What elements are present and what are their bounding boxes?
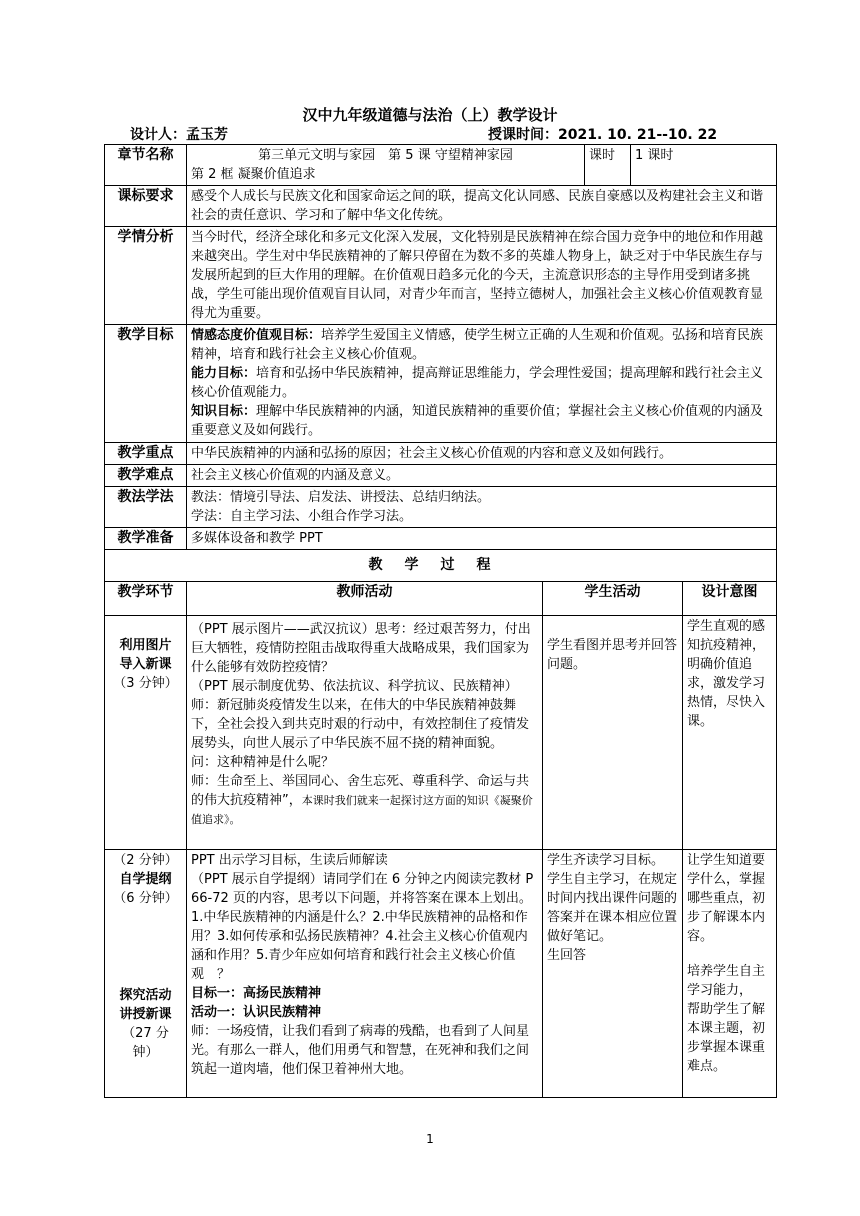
standard-row: [105, 186, 777, 227]
process-row-intro: [105, 616, 777, 850]
prep-row: [105, 528, 777, 550]
chapter-line-2: 第 2 框 凝聚价值追求: [191, 167, 316, 182]
difficult-text: 社会主义核心价值观的内涵及意义。: [187, 465, 777, 487]
row1-stage-line-2: 导入新课: [119, 657, 172, 672]
method-content: [187, 487, 777, 528]
difficult-row: [105, 465, 777, 487]
key-row: [105, 443, 777, 465]
row2-teacher-p1: PPT 出示学习目标，生读后师解读: [191, 853, 388, 868]
method-line-2: 学法：自主学习法、小组合作学习法。: [191, 509, 413, 524]
row2-intent-p3: 帮助学生了解本课主题，初步掌握本课重难点。: [687, 1002, 766, 1074]
col-student-header: 学生活动: [543, 582, 683, 616]
row2-intent-p2: 培养学生自主学习能力，: [687, 964, 766, 998]
row2-student-p2: 学生自主学习，在规定时间内找出课件问题的答案并在课本相应位置做好笔记。: [547, 872, 678, 944]
row1-teacher: [187, 616, 543, 850]
row2-teacher-activity: 活动一：认识民族精神: [191, 1005, 322, 1020]
difficult-label: 教学难点: [105, 465, 187, 487]
analysis-label: 学情分析: [105, 227, 187, 325]
row1-intent: 学生直观的感知抗疫精神，明确价值追求，激发学习热情，尽快入课。: [683, 616, 777, 850]
row2-teacher-p2: （PPT 展示自学提纲）请同学们在 6 分钟之内阅读完教材 P66-72 页的内容，思考以下问题，并将答案在课本上划出。1.中华民族精神的内涵是什么？2.中华民族精神的品格和作用？3.如何传承和弘扬民族精神？4.社会主义核心价值观内涵和作用？5.青少年应如何培育和践行社会主义核心价值观 ？: [191, 872, 534, 982]
goals-row: [105, 325, 777, 443]
row2-intent: [683, 850, 777, 1098]
analysis-text: 当今时代，经济全球化和多元文化深入发展，文化特别是民族精神在综合国力竞争中的地位和作用越来越突出。学生对中华民族精神的了解只停留在为数不多的英雄人物身上，缺乏对于中华民族生存与发展所起到的巨大作用的理解。在价值观日趋多元化的今天，主流意识形态的主导作用受到诸多挑战，学生可能出现价值观盲目认同，对青少年而言，坚持立德树人，加强社会主义核心价值观教育显得尤为重要。: [187, 227, 777, 325]
lesson-plan-table: [104, 144, 777, 1098]
row2-intent-p1: 让学生知道要学什么，掌握哪些重点，初步了解课本内容。: [687, 853, 766, 944]
goal-emotion: [191, 326, 772, 364]
process-row-selfstudy: [105, 850, 777, 1098]
row2-student-p1: 学生齐读学习目标。: [547, 853, 665, 868]
row1-teacher-p5-small: 本课时我们就来一起探讨这方面的知识《凝聚价值追求》。: [191, 794, 533, 826]
key-label: 教学重点: [105, 443, 187, 465]
row2-stage-line-6: （27 分: [122, 1026, 169, 1041]
designer-label: 设计人：孟玉芳: [130, 127, 228, 143]
col-teacher-header: 教师活动: [187, 582, 543, 616]
prep-label: 教学准备: [105, 528, 187, 550]
goal-knowledge-head: 知识目标：: [191, 404, 257, 419]
goals-content: [187, 325, 777, 443]
method-line-1: 教法：情境引导法、启发法、讲授法、总结归纳法。: [191, 490, 491, 505]
col-stage-header: 教学环节: [105, 582, 187, 616]
process-header-row: [105, 582, 777, 616]
row1-student: 学生看图并思考并回答问题。: [543, 616, 683, 850]
row2-teacher-p3: 师：一场疫情，让我们看到了病毒的残酷，也看到了人间星光。有那么一群人，他们用勇气和智慧，在死神和我们之间筑起一道肉墙，他们保卫着神州大地。: [191, 1024, 530, 1077]
chapter-row: [105, 145, 777, 186]
row2-stage-line-1: （2 分钟）: [113, 853, 178, 868]
col-intent-header: 设计意图: [683, 582, 777, 616]
row1-teacher-p1: （PPT 展示图片——武汉抗议）思考：经过艰苦努力，付出巨大牺牲，疫情防控阻击战取得重大战略成果，我们国家为什么能够有效防控疫情？: [191, 622, 531, 675]
goal-ability-head: 能力目标：: [191, 366, 257, 381]
row2-student: [543, 850, 683, 1098]
row2-teacher: [187, 850, 543, 1098]
chapter-content: [187, 145, 585, 186]
row1-teacher-p3: 师：新冠肺炎疫情发生以来，在伟大的中华民族精神鼓舞下，全社会投入到共克时艰的行动中，有效控制住了疫情发展势头，向世人展示了中华民族不屈不挠的精神面貌。: [191, 698, 530, 751]
page-title: 汉中九年级道德与法治（上）教学设计: [302, 106, 558, 124]
method-row: [105, 487, 777, 528]
analysis-row: [105, 227, 777, 325]
goal-ability-text: 培育和弘扬中华民族精神，提高辩证思维能力，学会理性爱国；提高理解和践行社会主义核心价值观能力。: [191, 366, 764, 400]
row2-teacher-goal: 目标一：高扬民族精神: [191, 986, 322, 1001]
row2-stage-line-3: （6 分钟）: [113, 891, 178, 906]
row2-stage-line-5: 讲授新课: [119, 1007, 172, 1022]
row1-teacher-p2: （PPT 展示制度优势、依法抗议、科学抗议、民族精神）: [191, 679, 518, 694]
row2-stage: [105, 850, 187, 1098]
goal-emotion-text: 培养学生爱国主义情感，使学生树立正确的人生观和价值观。弘扬和培育民族精神，培育和践行社会主义核心价值观。: [191, 328, 764, 362]
page-number: 1: [426, 1132, 434, 1146]
row1-stage-line-3: （3 分钟）: [113, 676, 178, 691]
row2-stage-line-4: 探究活动: [119, 988, 172, 1003]
hours-label: 课时: [585, 145, 631, 186]
row2-student-p3: 生回答: [547, 948, 587, 963]
goal-knowledge-text: 理解中华民族精神的内涵，知道民族精神的重要价值；掌握社会主义核心价值观的内涵及重要意义及如何践行。: [191, 404, 764, 438]
row1-stage-line-1: 利用图片: [119, 638, 172, 653]
process-title-row: [105, 550, 777, 582]
method-label: 教法学法: [105, 487, 187, 528]
chapter-line-1: 第三单元文明与家园 第 5 课 守望精神家园: [258, 148, 513, 163]
goals-label: 教学目标: [105, 325, 187, 443]
goal-knowledge: [191, 402, 772, 440]
row1-teacher-p4: 问：这种精神是什么呢？: [191, 755, 335, 770]
row2-stage-line-7: 钟）: [132, 1045, 159, 1060]
row1-teacher-p5: [191, 772, 538, 829]
chapter-label: 章节名称: [105, 145, 187, 186]
row1-stage: [105, 616, 187, 850]
row2-stage-line-2: 自学提纲: [119, 872, 172, 887]
prep-text: 多媒体设备和教学 PPT: [187, 528, 777, 550]
process-title: 教学过程: [105, 550, 777, 582]
goal-ability: [191, 364, 772, 402]
key-text: 中华民族精神的内涵和弘扬的原因；社会主义核心价值观的内容和意义及如何践行。: [187, 443, 777, 465]
hours-value: 1 课时: [631, 145, 777, 186]
goal-emotion-head: 情感态度价值观目标：: [191, 328, 322, 343]
teach-time-label: 授课时间：2021. 10. 21--10. 22: [488, 127, 718, 143]
standard-label: 课标要求: [105, 186, 187, 227]
row1-teacher-p5-main: 师：生命至上、举国同心、舍生忘死、尊重科学、命运与共的伟大抗疫精神”，: [191, 774, 530, 808]
standard-text: 感受个人成长与民族文化和国家命运之间的联，提高文化认同感、民族自豪感以及构建社会主义和谐社会的责任意识、学习和了解中华文化传统。: [187, 186, 777, 227]
